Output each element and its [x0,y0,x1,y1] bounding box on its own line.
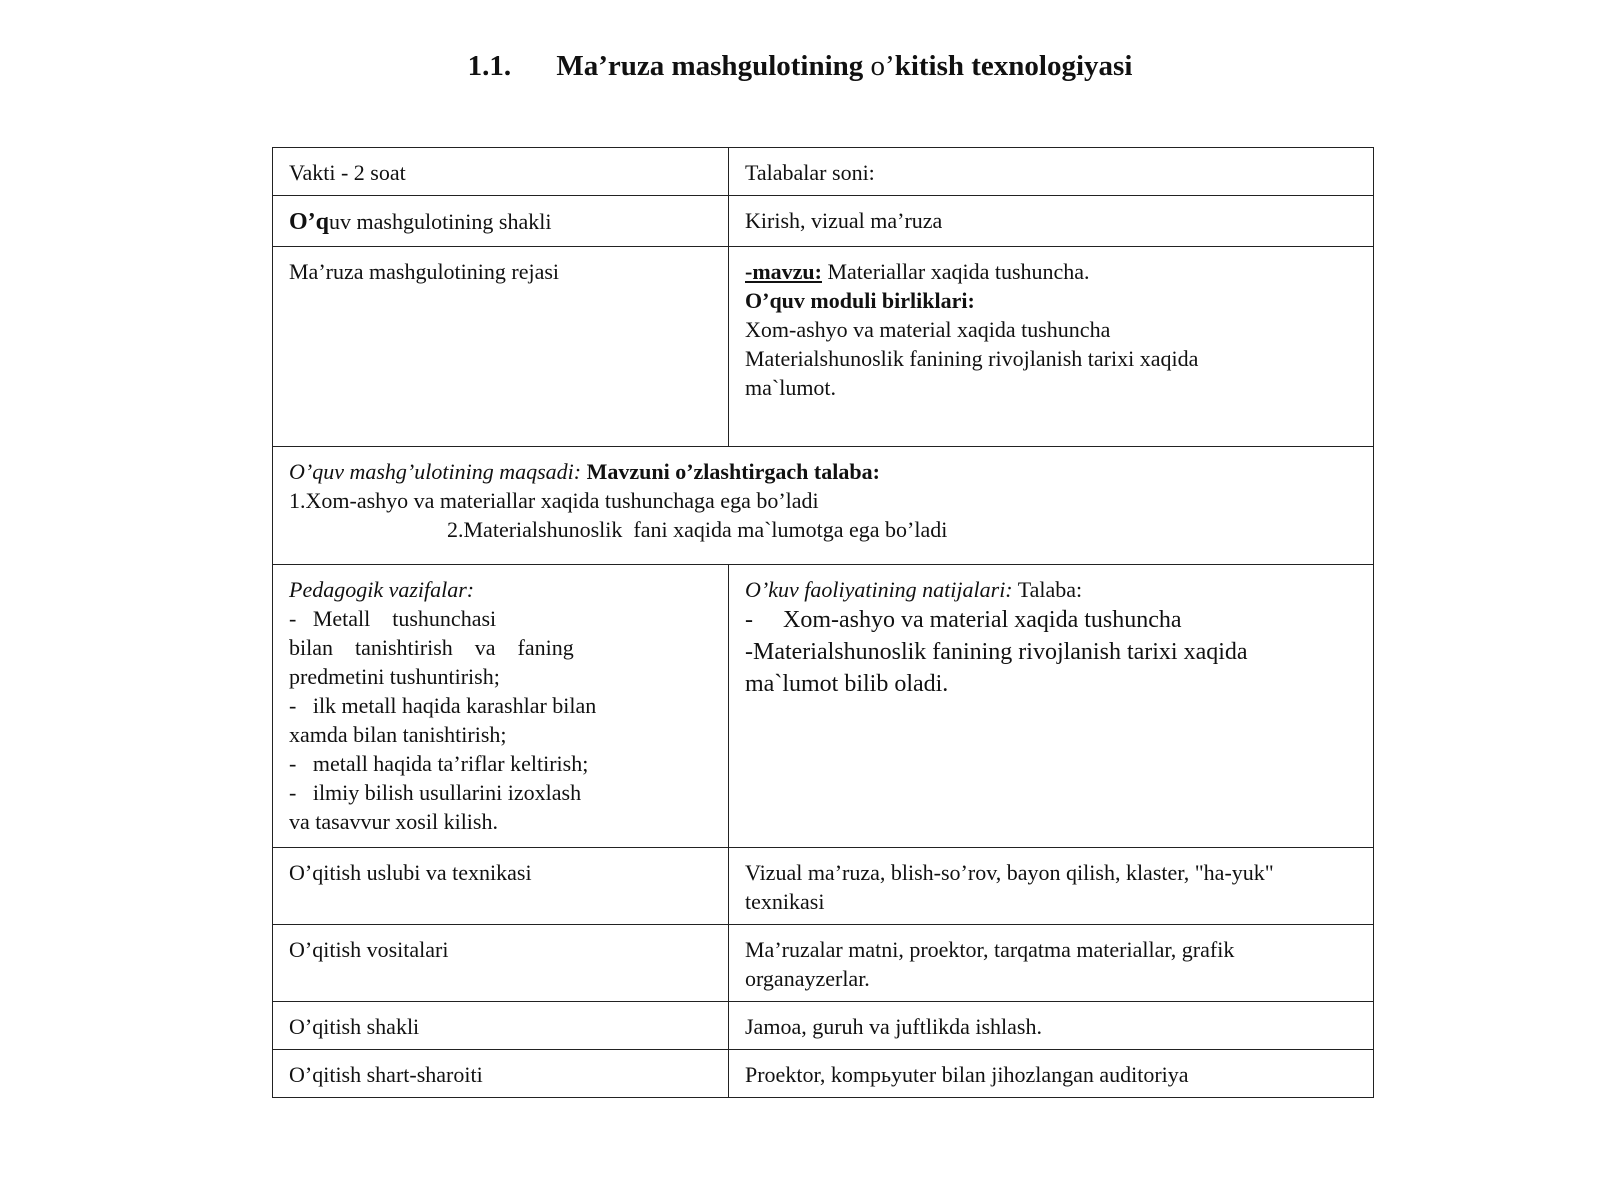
teaching-form-label: O’qitish shakli [273,1002,729,1050]
goal-item-1: 1.Xom-ashyo va materiallar xaqida tushunchaga ega bo’ladi [289,488,819,513]
title-number: 1.1. [467,50,512,82]
units-heading: O’quv moduli birliklari: [745,288,975,313]
method-value: Vizual ma’ruza, blish-so’rov, bayon qilish, klaster, "ha-yuk" texnikasi [729,848,1374,925]
task-line: xamda bilan tanishtirish; [289,722,507,747]
method-label: O’qitish uslubi va texnikasi [273,848,729,925]
table-row-teaching-form [273,1002,1374,1050]
table-row-tasks [273,565,1374,848]
goal-heading-line [289,457,1357,486]
conditions-value: Proektor, kompьyuter bilan jihozlangan auditoriya [729,1050,1374,1098]
title-text-part3: kitish texnologiyasi [894,50,1133,82]
task-line: predmetini tushuntirish; [289,664,500,689]
title-text-part1: Ma’ruza mashgulotining [556,50,864,82]
conditions-label: O’qitish shart-sharoiti [273,1050,729,1098]
goal-cell [273,447,1374,565]
table-row-conditions [273,1050,1374,1098]
result-line: - Xom-ashyo va material xaqida tushuncha [745,607,1182,633]
task-line: - ilmiy bilish usullarini izoxlash [289,780,582,805]
topic-line [745,257,1357,286]
table-row-goal [273,447,1374,565]
task-line: - Metall tushunchasi [289,606,497,631]
plan-content-cell [729,247,1374,447]
page-title [0,50,1600,83]
result-line: ma`lumot bilib oladi. [745,671,949,697]
task-line: va tasavvur xosil kilish. [289,809,498,834]
table-row-method [273,848,1374,925]
topic-text: Materiallar xaqida tushuncha. [821,259,1090,284]
result-line: -Materialshunoslik fanining rivojlanish tarixi xaqida [745,639,1248,665]
learning-results-heading: O’kuv faoliyatining natijalari: [745,577,1013,602]
tools-value: Ma’ruzalar matni, proektor, tarqatma materiallar, grafik organayzerlar. [729,925,1374,1002]
goal-heading: Mavzuni o’zlashtirgach talaba: [581,459,880,484]
topic-label: -mavzu: [745,259,822,284]
task-line: - metall haqida ta’riflar keltirish; [289,751,589,776]
pedagogical-tasks-heading: Pedagogik vazifalar: [289,577,475,602]
table-row-form [273,196,1374,247]
pedagogical-tasks-cell [273,565,729,848]
lesson-plan-table [272,147,1374,1098]
goal-label: O’quv mashg’ulotining maqsadi: [289,459,582,484]
students-count-label: Talabalar soni: [729,148,1374,196]
table-row-tools [273,925,1374,1002]
form-label-cell [273,196,729,247]
learning-results-cell [729,565,1374,848]
task-line: - ilk metall haqida karashlar bilan [289,693,597,718]
table-row-time [273,148,1374,196]
unit-item-1: Xom-ashyo va material xaqida tushuncha [745,317,1111,342]
title-text-part2: o’ [870,50,895,82]
unit-item-2: Materialshunoslik fanining rivojlanish tarixi xaqida [745,346,1199,371]
learning-results-heading-line [745,575,1357,604]
task-line: bilan tanishtirish va faning [289,635,574,660]
time-label: Vakti - 2 soat [273,148,729,196]
goal-item-2: 2.Materialshunoslik fani xaqida ma`lumotga ega bo’ladi [447,517,948,542]
form-label-bold: O’q [289,209,330,235]
form-label-rest: uv mashgulotining shakli [329,209,552,234]
teaching-form-value: Jamoa, guruh va juftlikda ishlash. [729,1002,1374,1050]
form-value: Kirish, vizual ma’ruza [729,196,1374,247]
table-row-plan [273,247,1374,447]
unit-item-2-continued: ma`lumot. [745,375,837,400]
tools-label: O’qitish vositalari [273,925,729,1002]
learning-results-heading-rest: Talaba: [1012,577,1083,602]
plan-label: Ma’ruza mashgulotining rejasi [273,247,729,447]
